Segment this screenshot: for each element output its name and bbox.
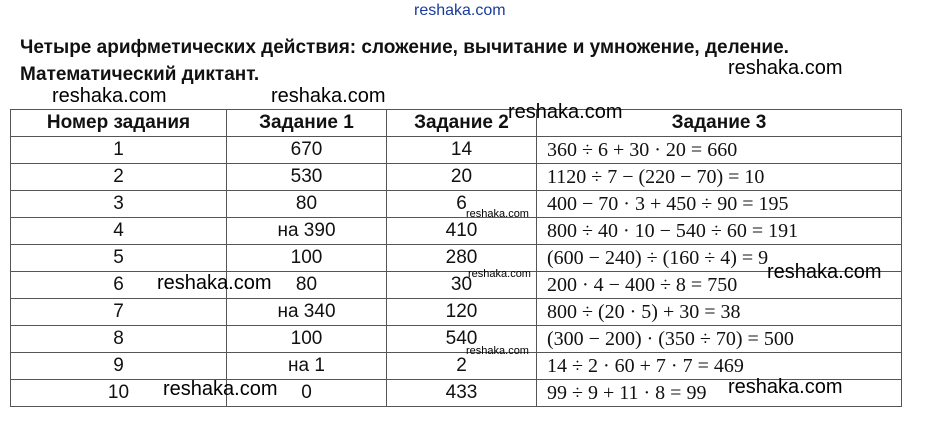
cell-task-1: на 340 — [227, 299, 387, 326]
watermark: reshaka.com — [466, 208, 529, 220]
header-task-1: Задание 1 — [227, 110, 387, 137]
cell-task-3: 200 · 4 − 400 ÷ 8 = 750 — [537, 272, 902, 299]
answers-table — [10, 109, 902, 407]
cell-task-2: 14 — [387, 137, 537, 164]
cell-task-2: 120 — [387, 299, 537, 326]
cell-number: 7 — [11, 299, 227, 326]
cell-task-3: 360 ÷ 6 + 30 · 20 = 660 — [537, 137, 902, 164]
cell-task-1: 670 — [227, 137, 387, 164]
cell-task-1: 0 — [227, 380, 387, 407]
cell-task-3: (300 − 200) · (350 ÷ 70) = 500 — [537, 326, 902, 353]
table-row — [11, 137, 902, 164]
header-task-number: Номер задания — [11, 110, 227, 137]
cell-number: 5 — [11, 245, 227, 272]
cell-task-1: на 1 — [227, 353, 387, 380]
watermark: reshaka.com — [271, 85, 386, 107]
cell-task-2: 433 — [387, 380, 537, 407]
cell-number: 3 — [11, 191, 227, 218]
watermark: reshaka.com — [163, 378, 278, 400]
cell-number: 9 — [11, 353, 227, 380]
watermark: reshaka.com — [414, 2, 506, 19]
header-task-3: Задание 3 — [537, 110, 902, 137]
table-row — [11, 299, 902, 326]
title-line-2: Математический диктант. — [20, 64, 260, 85]
watermark: reshaka.com — [468, 268, 531, 280]
table-header-row — [11, 110, 902, 137]
watermark: reshaka.com — [728, 376, 843, 398]
cell-number: 4 — [11, 218, 227, 245]
table-row — [11, 191, 902, 218]
title-line-1: Четыре арифметических действия: сложение, вычитание и умножение, деление. — [20, 37, 789, 58]
cell-task-3: 99 ÷ 9 + 11 · 8 = 99 — [537, 380, 902, 407]
watermark: reshaka.com — [508, 101, 623, 123]
cell-task-2: 20 — [387, 164, 537, 191]
table-row — [11, 326, 902, 353]
cell-task-3: 1120 ÷ 7 − (220 − 70) = 10 — [537, 164, 902, 191]
cell-task-1: 80 — [227, 272, 387, 299]
cell-number: 1 — [11, 137, 227, 164]
cell-task-2: 280 — [387, 245, 537, 272]
watermark: reshaka.com — [466, 345, 529, 357]
table-row — [11, 164, 902, 191]
watermark: reshaka.com — [767, 261, 882, 283]
cell-task-3: 800 ÷ 40 · 10 − 540 ÷ 60 = 191 — [537, 218, 902, 245]
table-row — [11, 218, 902, 245]
cell-task-1: 530 — [227, 164, 387, 191]
cell-task-3: 14 ÷ 2 · 60 + 7 · 7 = 469 — [537, 353, 902, 380]
cell-task-2: 410 — [387, 218, 537, 245]
cell-number: 8 — [11, 326, 227, 353]
watermark: reshaka.com — [52, 85, 167, 107]
cell-task-1: 100 — [227, 245, 387, 272]
cell-task-1: 80 — [227, 191, 387, 218]
cell-number: 6 — [11, 272, 227, 299]
cell-task-2: 540 — [387, 326, 537, 353]
cell-task-3: 400 − 70 · 3 + 450 ÷ 90 = 195 — [537, 191, 902, 218]
cell-task-1: 100 — [227, 326, 387, 353]
cell-number: 2 — [11, 164, 227, 191]
cell-task-2: 30 — [387, 272, 537, 299]
header-task-2: Задание 2 — [387, 110, 537, 137]
watermark: reshaka.com — [728, 57, 843, 79]
cell-task-2: 6 — [387, 191, 537, 218]
cell-number: 10 — [11, 380, 227, 407]
cell-task-1: на 390 — [227, 218, 387, 245]
cell-task-3: (600 − 240) ÷ (160 ÷ 4) = 9 — [537, 245, 902, 272]
watermark: reshaka.com — [157, 272, 272, 294]
cell-task-3: 800 ÷ (20 · 5) + 30 = 38 — [537, 299, 902, 326]
cell-task-2: 2 — [387, 353, 537, 380]
